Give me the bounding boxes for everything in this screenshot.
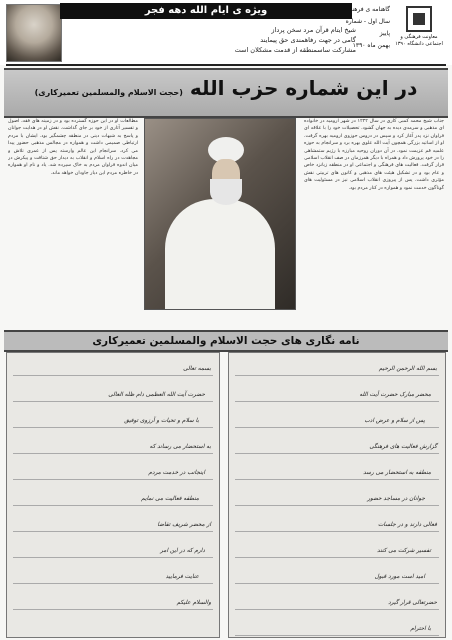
masthead-divider [6,64,446,66]
special-issue-title: ویژه ی ایام الله دهه فجر [60,3,352,19]
ruled-line [13,427,213,428]
ruled-line [235,635,439,636]
ruled-line [235,453,439,454]
handwritten-line: با احترام [410,626,431,632]
handwritten-line: با سلام و تحیات و آرزوی توفیق [124,418,199,424]
masthead-line-3: مشارکت ساسمنطقه از قدمت مشکلان است [234,46,356,54]
logo-emblem-icon [404,4,434,34]
logo-caption: معاونت فرهنگی و اجتماعی دانشگاه ۱۳۹۰ [395,34,443,47]
handwritten-line: دارم که در این امر [160,548,205,554]
letters-section-title: نامه نگاری های حجت الاسلام والمسلمین تعمیرکاری [4,330,448,352]
ruled-line [235,401,439,402]
article-body [8,118,444,328]
ruled-line [13,609,213,610]
handwritten-line: حضرت آیت الله العظمی دام ظله العالی [108,392,205,398]
handwritten-line: پس از سلام و عرض ادب [364,418,425,424]
ruled-line [13,583,213,584]
handwritten-line: اینجانب در خدمت مردم [148,470,205,476]
handwritten-line: تفسیر شرکت می کنند [377,548,431,554]
ruled-line [13,375,213,376]
ruled-line [235,557,439,558]
masthead-line-1: شیخ ایتام قرآن مرد سخن پرداز [271,26,356,34]
handwritten-line: حضرتعالی قرار گیرد [388,600,437,606]
handwritten-line: فعالی دارند و در جلسات [377,522,437,528]
handwritten-line: به استحضار می رساند که [149,444,211,450]
ruled-line [13,401,213,402]
robe-shape [165,199,275,309]
masthead-line-2: گامی در جهت رفاهمندی حق پیمایند [260,36,356,44]
ruled-line [235,583,439,584]
handwritten-line: منطقه به استحضار می رسد [363,470,431,476]
ruled-line [13,531,213,532]
handwritten-line: گزارش فعالیت های فرهنگی [369,444,437,450]
headline-band [4,68,448,118]
handwritten-line: امید است مورد قبول [374,574,425,580]
issue-line: سال اول - شماره [345,18,390,25]
ruled-line [235,479,439,480]
headline-title: در این شماره حزب الله [189,76,418,100]
letter-scan-left [6,352,220,638]
masthead [0,0,452,65]
ruled-line [235,427,439,428]
issue-line: گاهنامه ی فرهنگی [344,6,390,13]
handwritten-line: منطقه فعالیت می نمایم [141,496,199,502]
cleric-portrait [6,4,62,62]
headline [4,74,448,107]
ruled-line [13,479,213,480]
handwritten-line: بسمه تعالی [183,366,211,372]
handwritten-line: والسلام علیکم [176,600,211,606]
headline-subtitle: (حجت الاسلام والمسلمین تعمیرکاری) [34,88,183,97]
column-gap [140,118,144,328]
handwritten-line: محضر مبارک حضرت آیت الله [359,392,431,398]
ruled-line [235,375,439,376]
ruled-line [235,531,439,532]
beard-shape [210,179,242,205]
issue-line: پاییز [379,30,390,37]
cleric-photo [144,118,296,310]
handwritten-line: از محضر شریف تقاضا [157,522,211,528]
ruled-line [235,609,439,610]
ruled-line [13,505,213,506]
handwritten-line: عنایت فرمایید [165,574,199,580]
article-column-left: مطالعات او در این حوزه گسترده بود و در زمینه های فقه، اصول و تفسیر آثاری از خود بر جای گذاشت. نقش او در هدایت جوانان و پاسخ به شبهات دینی در منطقه چشمگیر بود. ایشان با مردم ارتباطی صمیمی داشت و همواره در مجالس مذهبی حضور پیدا می کرد. سرانجام این عالم وارسته پس از عمری تلاش و مجاهدت در راه اسلام و انقلاب به دیدار حق شتافت و پیکرش در میان اندوه فراوان مردم به خاک سپرده شد. یاد و نام او همواره در خاطره مردم این دیار جاودان خواهد ماند. [8,119,138,176]
issue-line: بهمن ماه ۱۳۹۰ [352,42,390,49]
article-column-right: جناب شیخ محمد کمبی کاری در سال ۱۲۴۲ در شهر ارومیه در خانواده ای مذهبی و سرمدی دیده به جهان گشود. تحصیلات خود را با علاقه ای فراوان نزد پدر آغاز کرد و سپس در دروس حوزوی ارومیه بهره گرفت. او از اساتید بزرگی همچون آیت الله علوی بهره برد و سرانجام به حوزه علمیه قم عزیمت نمود. در آن دوران روحیه مبارزه با رژیم ستمشاهی را در خود پرورش داد و همراه با دیگر همرزمان در صف انقلاب اسلامی قرار گرفت. فعالیت های فرهنگی و اجتماعی او در منطقه زبانزد خاص و عام بود و در تشکیل هیئت های مذهبی و کانون های تربیتی نقش مؤثری داشت. پس از پیروزی انقلاب اسلامی نیز در مسئولیت های گوناگون خدمت نمود و همواره در کنار مردم بود. [304,119,444,191]
ruled-line [235,505,439,506]
university-logo [393,4,445,60]
handwritten-line: بسم الله الرحمن الرحیم [378,366,437,372]
letter-scan-right [228,352,446,638]
ruled-line [13,557,213,558]
issue-info [326,4,390,52]
handwritten-line: جوانان در مساجد حضور [367,496,425,502]
ruled-line [13,453,213,454]
